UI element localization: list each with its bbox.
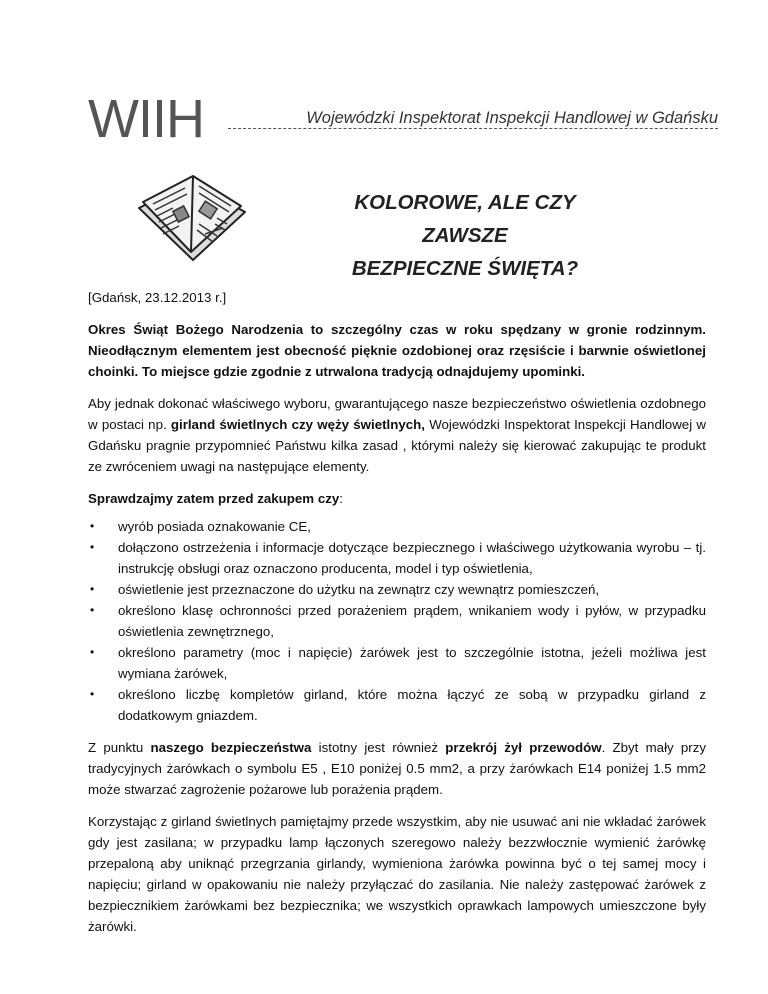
checklist-heading-text: Sprawdzajmy zatem przed zakupem czy [88, 491, 340, 506]
intro-text-a: Aby jednak dokonać właściwego wyboru, gwarantującego nasze bezpieczeństwo oświetlenia ozdobnego w postaci np. [88, 396, 706, 432]
intro-emphasis: girland świetlnych czy węży świetlnych, [170, 417, 425, 432]
wiih-logo: WIIH [88, 89, 204, 149]
bullet-icon: • [90, 540, 95, 554]
list-item-text: określono parametry (moc i napięcie) żarówek jest to szczególnie istotna, jeżeli możliwa jest wymiana żarówek, [118, 645, 706, 681]
intro-paragraph [88, 393, 706, 477]
bullet-icon: • [90, 645, 95, 659]
lead-paragraph: Okres Świąt Bożego Narodzenia to szczególny czas w roku spędzany w gronie rodzinnym. Nieodłącznym elementem jest obecność pięknie ozdobionej oraz rzęsiście i barwnie oświetlonej choinki. To miejsce gdzie zgodnie z utrwalona tradycją odnajdujemy upominki. [88, 322, 706, 379]
list-item-text: dołączono ostrzeżenia i informacje dotyczące bezpiecznego i właściwego użytkowania wyrobu – tj. instrukcję obsługi oraz oznaczono producenta, model i typ oświetlenia, [118, 540, 706, 576]
list-item [88, 516, 706, 537]
header-divider [228, 128, 718, 129]
checklist-heading [88, 488, 706, 509]
safety-emphasis-1: naszego bezpieczeństwa [150, 740, 312, 755]
list-item [88, 684, 706, 726]
article-body [88, 287, 706, 948]
safety-text-e: . Zbyt mały przy tradycyjnych żarówkach o symbolu E5 , E10 poniżej 0.5 mm2, a przy żarówkach E14 poniżej 1.5 mm2 może stwarzać zagrożenie pożarowe lub porażenia prądem. [88, 740, 707, 797]
safety-text-a: Z punktu [88, 740, 151, 755]
list-item [88, 600, 706, 642]
safety-paragraph [88, 737, 706, 800]
safety-emphasis-2: przekrój żył przewodów [445, 740, 602, 755]
dateline: [Gdańsk, 23.12.2013 r.] [88, 290, 227, 305]
title-line-1: KOLOROWE, ALE CZY ZAWSZE [354, 191, 576, 247]
safety-text-c: istotny jest również [311, 740, 446, 755]
bullet-icon: • [90, 519, 95, 533]
usage-paragraph: Korzystając z girland świetlnych pamiętajmy przede wszystkim, aby nie usuwać ani nie wkładać żarówek gdy jest zasilana; w przypadku lamp łączonych szeregowo należy bezzwłocznie wymienić żarówkę przepaloną aby uniknąć przegrzania girlandy, wymieniona żarówka powinna być o tej samej mocy i napięciu; girland w opakowaniu nie należy przyłączać do zasilania. Nie należy zastępować żarówek z bezpiecznikiem żarówkami bez bezpiecznika; we wszystkich oprawkach lampowych umieszczone były żarówki. [88, 814, 706, 934]
intro-text-c: Wojewódzki Inspektorat Inspekcji Handlowej w Gdańsku pragnie przypomnieć Państwu kilka zasad , którymi należy się kierować zakupując te produkt ze zwróceniem uwagi na następujące elementy. [88, 417, 706, 474]
inspectorate-name: Wojewódzki Inspektorat Inspekcji Handlowej w Gdańsku [306, 109, 718, 127]
list-item-text: oświetlenie jest przeznaczone do użytku na zewnątrz czy wewnątrz pomieszczeń, [118, 582, 600, 597]
list-item [88, 579, 706, 600]
checklist-heading-colon: : [339, 491, 343, 506]
list-item-text: określono liczbę kompletów girland, które można łączyć ze sobą w przypadku girland z dodatkowym gniazdem. [118, 687, 706, 723]
list-item [88, 642, 706, 684]
list-item-text: określono klasę ochronności przed porażeniem prądem, wnikaniem wody i pyłów, w przypadku oświetlenia zewnętrznego, [118, 603, 706, 639]
bullet-icon: • [90, 603, 95, 617]
list-item [88, 537, 706, 579]
newspaper-icon [133, 168, 253, 268]
checklist [88, 516, 706, 726]
bullet-icon: • [90, 687, 95, 701]
bullet-icon: • [90, 582, 95, 596]
list-item-text: wyrób posiada oznakowanie CE, [118, 519, 311, 534]
title-line-2: BEZPIECZNE ŚWIĘTA? [351, 257, 579, 280]
page-title [310, 186, 620, 285]
